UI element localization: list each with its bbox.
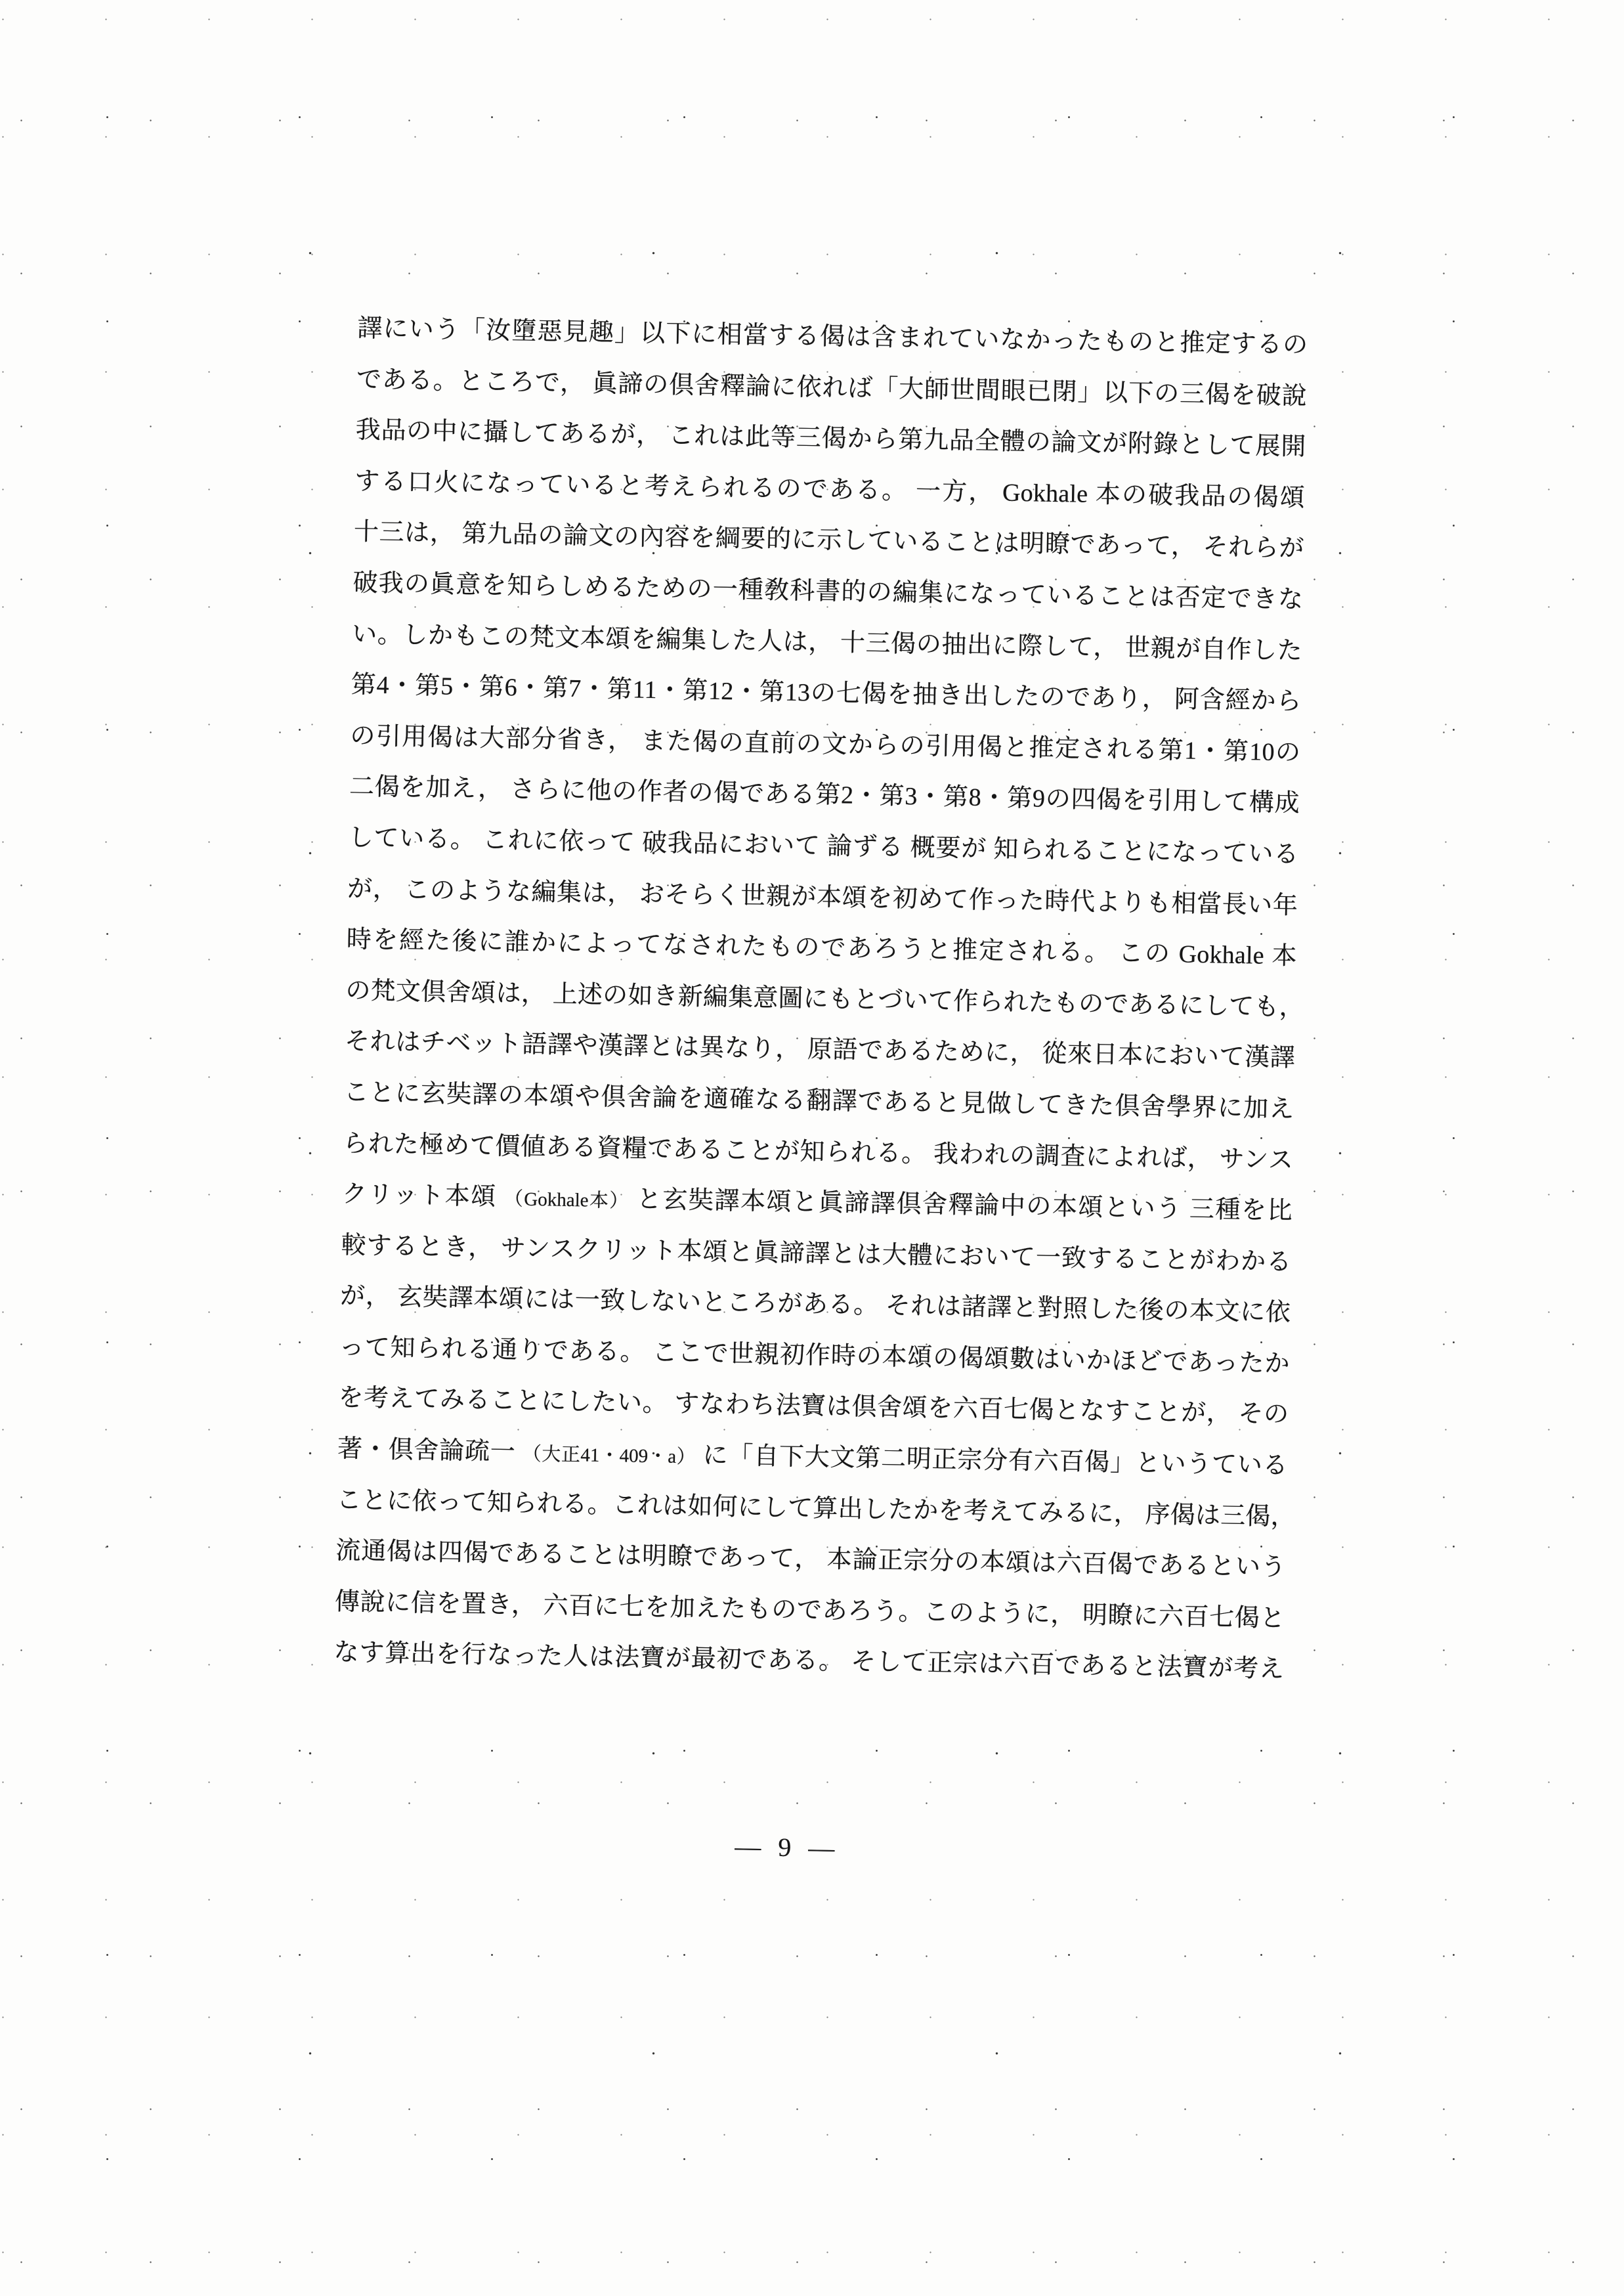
text-line: が， このような編集は， おそらく世親が本頌を初めて作った時代よりも相當長い年 (347, 875, 1298, 920)
page-number: — 9 — (734, 1831, 835, 1863)
text-line: である。ところで， 眞諦の倶舍釋論に依れば「大師世間眼已閉」以下の三偈を破說 (356, 365, 1308, 410)
text-segment: に「自下大文第二明正宗分有六百偈」というている (695, 1441, 1289, 1480)
text-segment: 著・倶舍論疏一 (337, 1435, 523, 1466)
text-line: って知られる通りである。 ここで世親初作時の本頌の偈頌數はいかほどであったか (339, 1333, 1290, 1378)
citation-segment: （Gokhale本） (503, 1188, 630, 1212)
text-line: 較するとき， サンスクリット本頌と眞諦譯とは大體において一致することがわかる (341, 1231, 1292, 1276)
text-line: 譯にいう「汝墮惡見趣」以下に相當する偈は含まれていなかったものと推定するの (357, 314, 1308, 359)
text-line: 十三は， 第九品の論文の內容を綱要的に示していることは明瞭であって， それらが (353, 518, 1305, 563)
text-line: 流通偈は四偈であることは明瞭であって， 本論正宗分の本頌は六百偈であるという (335, 1536, 1287, 1582)
text-line: ことに玄奘譯の本頌や倶舍論を適確なる翻譯であると見做してきた倶舍學界に加え (343, 1078, 1294, 1123)
text-line: を考えてみることにしたい。 すなわち法寶は倶舍頌を六百七偈となすことが， その (338, 1384, 1289, 1429)
text-line: が， 玄奘譯本頌には一致しないところがある。 それは諸譯と對照した後の本文に依 (339, 1282, 1291, 1327)
text-line: の引用偈は大部分省き， また偈の直前の文からの引用偈と推定される第1・第10の (350, 722, 1301, 767)
text-line: 時を經た後に誰かによってなされたものであろうと推定される。 この Gokhale 本 (346, 925, 1298, 970)
text-line: 二偈を加え， さらに他の作者の偈である第2・第3・第8・第9の四偈を引用して構成 (349, 773, 1300, 818)
text-line: ことに依って知られる。これは如何にして算出したかを考えてみるに， 序偈は三偈， (336, 1486, 1296, 1531)
text-segment: クリット本頌 (341, 1180, 505, 1211)
citation-segment: （大正41・409・a） (522, 1443, 696, 1468)
body-text (333, 303, 1308, 1695)
text-line: それはチベット語譯や漢譯とは異なり， 原語であるために， 從來日本において漢譯 (344, 1028, 1296, 1072)
text-line: している。 これに依って 破我品において 論ずる 概要が 知られることになっている (348, 823, 1299, 869)
text-line: られた極めて價値ある資糧であることが知られる。 我われの調査によれば， サンス (342, 1129, 1294, 1175)
text-line: 我品の中に攝してあるが， これは此等三偈から第九品全體の論文が附錄として展開 (355, 416, 1306, 461)
text-line: の梵文倶舍頌は， 上述の如き新編集意圖にもとづいて作られたものであるにしても， (345, 976, 1305, 1022)
text-line: 傳說に信を置き， 六百に七を加えたものであろう。このように， 明瞭に六百七偈と (334, 1588, 1286, 1633)
text-line: なす算出を行なった人は法寶が最初である。 そして正宗は六百であると法寶が考え (333, 1639, 1285, 1683)
text-line: 第4・第5・第6・第7・第11・第12・第13の七偈を抽き出したのであり， 阿含經から (351, 671, 1302, 716)
text-line: 破我の眞意を知らしめるための一種敎科書的の編集になっていることは否定できな (353, 569, 1304, 614)
text-line: する口火になっていると考えられるのである。 一方， Gokhale 本の破我品の偈頌 (354, 467, 1306, 512)
text-segment: と玄奘譯本頌と眞諦譯倶舍釋論中の本頌という 三種を比 (629, 1185, 1293, 1225)
text-line: い。しかもこの梵文本頌を編集した人は， 十三偈の抽出に際して， 世親が自作した (351, 620, 1303, 665)
